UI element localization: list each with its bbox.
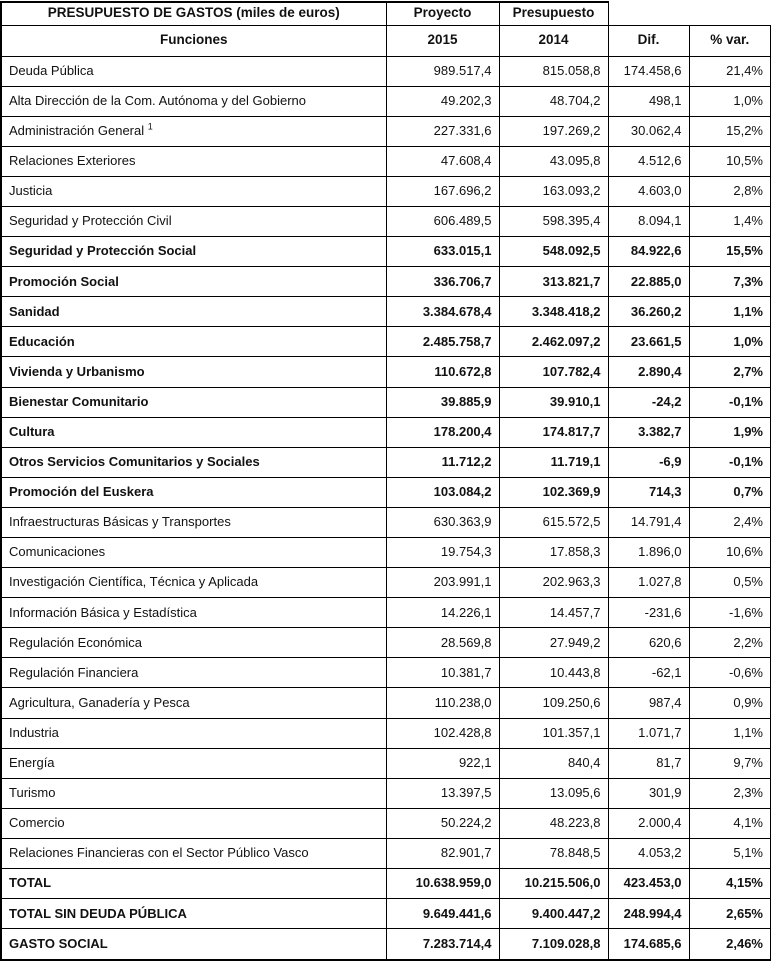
table-row [1, 568, 771, 598]
function-name-cell: TOTAL [1, 869, 386, 899]
proyecto-2015-cell: 9.649.441,6 [386, 899, 499, 929]
presupuesto-2014-cell: 27.949,2 [499, 628, 608, 658]
var-cell: 2,8% [689, 176, 771, 206]
proyecto-2015-cell: 110.238,0 [386, 688, 499, 718]
proyecto-2015-cell: 989.517,4 [386, 56, 499, 86]
dif-cell: 301,9 [608, 778, 689, 808]
table-row [1, 267, 771, 297]
dif-cell: 174.685,6 [608, 929, 689, 960]
table-row [1, 899, 771, 929]
table-row [1, 748, 771, 778]
function-name-cell: Regulación Financiera [1, 658, 386, 688]
dif-cell: 3.382,7 [608, 417, 689, 447]
var-cell: 10,6% [689, 538, 771, 568]
proyecto-2015-cell: 336.706,7 [386, 267, 499, 297]
table-row [1, 357, 771, 387]
function-name-cell: Seguridad y Protección Social [1, 237, 386, 267]
var-cell: 4,15% [689, 869, 771, 899]
table-row [1, 116, 771, 146]
table-title: PRESUPUESTO DE GASTOS (miles de euros) [1, 2, 386, 25]
dif-cell: 8.094,1 [608, 206, 689, 236]
dif-cell: 2.000,4 [608, 808, 689, 838]
function-name-cell: Infraestructuras Básicas y Transportes [1, 507, 386, 537]
dif-cell: 30.062,4 [608, 116, 689, 146]
var-cell: 0,9% [689, 688, 771, 718]
dif-cell: 22.885,0 [608, 267, 689, 297]
proyecto-2015-cell: 203.991,1 [386, 568, 499, 598]
presupuesto-2014-cell: 102.369,9 [499, 477, 608, 507]
var-cell: 2,2% [689, 628, 771, 658]
function-name-cell: Comunicaciones [1, 538, 386, 568]
var-cell: 1,1% [689, 718, 771, 748]
function-name-cell: Agricultura, Ganadería y Pesca [1, 688, 386, 718]
dif-cell: 81,7 [608, 748, 689, 778]
var-cell: 1,0% [689, 86, 771, 116]
presupuesto-2014-cell: 48.223,8 [499, 808, 608, 838]
table-header [1, 2, 771, 56]
presupuesto-2014-cell: 598.395,4 [499, 206, 608, 236]
presupuesto-2014-cell: 9.400.447,2 [499, 899, 608, 929]
dif-cell: 1.896,0 [608, 538, 689, 568]
dif-cell: 248.994,4 [608, 899, 689, 929]
proyecto-2015-cell: 227.331,6 [386, 116, 499, 146]
dif-cell: 23.661,5 [608, 327, 689, 357]
column-header-dif: Dif. [608, 25, 689, 56]
function-name-cell: Educación [1, 327, 386, 357]
table-row [1, 869, 771, 899]
presupuesto-2014-cell: 3.348.418,2 [499, 297, 608, 327]
presupuesto-2014-cell: 107.782,4 [499, 357, 608, 387]
proyecto-2015-cell: 47.608,4 [386, 146, 499, 176]
function-name-cell: Regulación Económica [1, 628, 386, 658]
function-name-cell: Promoción del Euskera [1, 477, 386, 507]
proyecto-2015-cell: 606.489,5 [386, 206, 499, 236]
var-cell: 0,5% [689, 568, 771, 598]
function-name-cell: Cultura [1, 417, 386, 447]
function-name-cell: Información Básica y Estadística [1, 598, 386, 628]
var-cell: 9,7% [689, 748, 771, 778]
function-name-cell: Otros Servicios Comunitarios y Sociales [1, 447, 386, 477]
footnote-marker: 1 [147, 121, 153, 132]
dif-cell: 620,6 [608, 628, 689, 658]
var-cell: 10,5% [689, 146, 771, 176]
function-name-cell: Relaciones Financieras con el Sector Público Vasco [1, 838, 386, 868]
budget-table [0, 1, 771, 961]
table-row [1, 237, 771, 267]
function-name-cell: Sanidad [1, 297, 386, 327]
presupuesto-2014-cell: 101.357,1 [499, 718, 608, 748]
var-cell: -0,6% [689, 658, 771, 688]
table-row [1, 718, 771, 748]
table-row [1, 477, 771, 507]
table-row [1, 327, 771, 357]
table-body [1, 56, 771, 960]
dif-cell: -24,2 [608, 387, 689, 417]
table-row [1, 628, 771, 658]
presupuesto-2014-cell: 109.250,6 [499, 688, 608, 718]
column-header-year-2014: 2014 [499, 25, 608, 56]
table-row [1, 297, 771, 327]
proyecto-2015-cell: 2.485.758,7 [386, 327, 499, 357]
dif-cell: -62,1 [608, 658, 689, 688]
presupuesto-2014-cell: 7.109.028,8 [499, 929, 608, 960]
function-name-cell: Comercio [1, 808, 386, 838]
function-name-cell: Deuda Pública [1, 56, 386, 86]
table-row [1, 387, 771, 417]
proyecto-2015-cell: 10.381,7 [386, 658, 499, 688]
presupuesto-2014-cell: 43.095,8 [499, 146, 608, 176]
function-name-cell: Turismo [1, 778, 386, 808]
proyecto-2015-cell: 14.226,1 [386, 598, 499, 628]
function-name-cell: Justicia [1, 176, 386, 206]
dif-cell: 714,3 [608, 477, 689, 507]
dif-cell: 987,4 [608, 688, 689, 718]
function-name-cell: GASTO SOCIAL [1, 929, 386, 960]
var-cell: 5,1% [689, 838, 771, 868]
var-cell: 15,5% [689, 237, 771, 267]
function-name-cell: Bienestar Comunitario [1, 387, 386, 417]
table-row [1, 808, 771, 838]
table-row [1, 838, 771, 868]
function-name-cell: Relaciones Exteriores [1, 146, 386, 176]
proyecto-2015-cell: 49.202,3 [386, 86, 499, 116]
header-row-1 [1, 2, 771, 25]
proyecto-2015-cell: 13.397,5 [386, 778, 499, 808]
var-cell: 4,1% [689, 808, 771, 838]
var-cell: -0,1% [689, 387, 771, 417]
function-name-cell: Industria [1, 718, 386, 748]
presupuesto-2014-cell: 13.095,6 [499, 778, 608, 808]
presupuesto-2014-cell: 840,4 [499, 748, 608, 778]
table-row [1, 507, 771, 537]
column-header-presupuesto: Presupuesto [499, 2, 608, 25]
table-row [1, 538, 771, 568]
var-cell: -0,1% [689, 447, 771, 477]
table-row [1, 598, 771, 628]
presupuesto-2014-cell: 78.848,5 [499, 838, 608, 868]
table-row [1, 146, 771, 176]
dif-cell: 1.027,8 [608, 568, 689, 598]
presupuesto-2014-cell: 313.821,7 [499, 267, 608, 297]
var-cell: 15,2% [689, 116, 771, 146]
dif-cell: -231,6 [608, 598, 689, 628]
table-row [1, 688, 771, 718]
proyecto-2015-cell: 633.015,1 [386, 237, 499, 267]
header-row-2 [1, 25, 771, 56]
var-cell: 7,3% [689, 267, 771, 297]
proyecto-2015-cell: 178.200,4 [386, 417, 499, 447]
table-row [1, 658, 771, 688]
column-header-year-2015: 2015 [386, 25, 499, 56]
table-row [1, 176, 771, 206]
function-name-cell: Administración General $^1$ [1, 116, 386, 146]
presupuesto-2014-cell: 548.092,5 [499, 237, 608, 267]
presupuesto-2014-cell: 197.269,2 [499, 116, 608, 146]
proyecto-2015-cell: 19.754,3 [386, 538, 499, 568]
presupuesto-2014-cell: 17.858,3 [499, 538, 608, 568]
presupuesto-2014-cell: 14.457,7 [499, 598, 608, 628]
var-cell: 1,1% [689, 297, 771, 327]
var-cell: 2,4% [689, 507, 771, 537]
function-name-cell: Investigación Científica, Técnica y Aplicada [1, 568, 386, 598]
header-blank-cell [689, 2, 771, 25]
table-row [1, 56, 771, 86]
proyecto-2015-cell: 28.569,8 [386, 628, 499, 658]
var-cell: 1,9% [689, 417, 771, 447]
table-row [1, 929, 771, 960]
presupuesto-2014-cell: 163.093,2 [499, 176, 608, 206]
presupuesto-2014-cell: 202.963,3 [499, 568, 608, 598]
dif-cell: 2.890,4 [608, 357, 689, 387]
function-name-cell: Vivienda y Urbanismo [1, 357, 386, 387]
dif-cell: 423.453,0 [608, 869, 689, 899]
table-row [1, 206, 771, 236]
proyecto-2015-cell: 11.712,2 [386, 447, 499, 477]
proyecto-2015-cell: 630.363,9 [386, 507, 499, 537]
proyecto-2015-cell: 102.428,8 [386, 718, 499, 748]
table-row [1, 447, 771, 477]
dif-cell: 4.512,6 [608, 146, 689, 176]
proyecto-2015-cell: 50.224,2 [386, 808, 499, 838]
var-cell: 2,46% [689, 929, 771, 960]
column-header-funciones: Funciones [1, 25, 386, 56]
column-header-var: % var. [689, 25, 771, 56]
function-name-cell: Alta Dirección de la Com. Autónoma y del Gobierno [1, 86, 386, 116]
proyecto-2015-cell: 10.638.959,0 [386, 869, 499, 899]
presupuesto-2014-cell: 48.704,2 [499, 86, 608, 116]
header-blank-cell [608, 2, 689, 25]
presupuesto-2014-cell: 11.719,1 [499, 447, 608, 477]
proyecto-2015-cell: 103.084,2 [386, 477, 499, 507]
proyecto-2015-cell: 3.384.678,4 [386, 297, 499, 327]
proyecto-2015-cell: 922,1 [386, 748, 499, 778]
presupuesto-2014-cell: 39.910,1 [499, 387, 608, 417]
presupuesto-2014-cell: 10.215.506,0 [499, 869, 608, 899]
function-name-cell: Promoción Social [1, 267, 386, 297]
dif-cell: 174.458,6 [608, 56, 689, 86]
presupuesto-2014-cell: 615.572,5 [499, 507, 608, 537]
table-row [1, 86, 771, 116]
proyecto-2015-cell: 7.283.714,4 [386, 929, 499, 960]
presupuesto-2014-cell: 2.462.097,2 [499, 327, 608, 357]
dif-cell: 84.922,6 [608, 237, 689, 267]
proyecto-2015-cell: 39.885,9 [386, 387, 499, 417]
var-cell: 0,7% [689, 477, 771, 507]
var-cell: 1,0% [689, 327, 771, 357]
dif-cell: -6,9 [608, 447, 689, 477]
function-name-cell: TOTAL SIN DEUDA PÚBLICA [1, 899, 386, 929]
dif-cell: 4.603,0 [608, 176, 689, 206]
dif-cell: 4.053,2 [608, 838, 689, 868]
presupuesto-2014-cell: 10.443,8 [499, 658, 608, 688]
dif-cell: 1.071,7 [608, 718, 689, 748]
presupuesto-2014-cell: 815.058,8 [499, 56, 608, 86]
var-cell: 1,4% [689, 206, 771, 236]
var-cell: 2,3% [689, 778, 771, 808]
presupuesto-2014-cell: 174.817,7 [499, 417, 608, 447]
proyecto-2015-cell: 167.696,2 [386, 176, 499, 206]
function-name-cell: Energía [1, 748, 386, 778]
column-header-proyecto: Proyecto [386, 2, 499, 25]
dif-cell: 498,1 [608, 86, 689, 116]
function-name-cell: Seguridad y Protección Civil [1, 206, 386, 236]
proyecto-2015-cell: 82.901,7 [386, 838, 499, 868]
dif-cell: 14.791,4 [608, 507, 689, 537]
var-cell: 2,7% [689, 357, 771, 387]
var-cell: 2,65% [689, 899, 771, 929]
proyecto-2015-cell: 110.672,8 [386, 357, 499, 387]
dif-cell: 36.260,2 [608, 297, 689, 327]
var-cell: -1,6% [689, 598, 771, 628]
table-row [1, 417, 771, 447]
table-row [1, 778, 771, 808]
var-cell: 21,4% [689, 56, 771, 86]
